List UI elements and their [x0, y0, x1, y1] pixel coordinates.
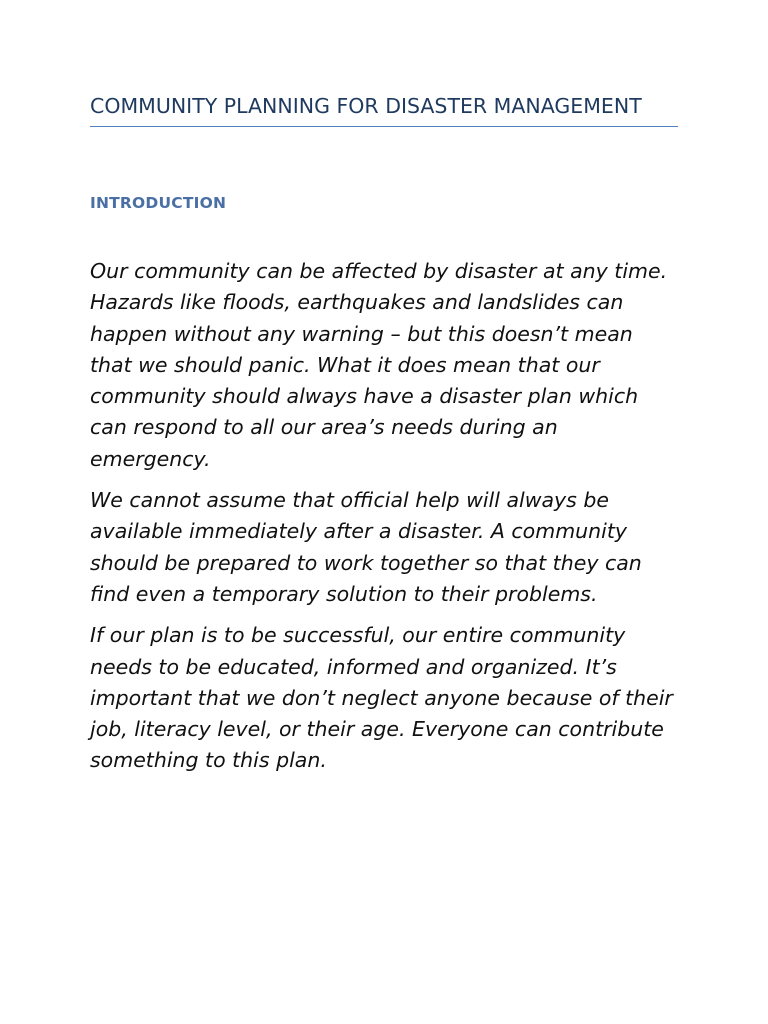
body-paragraph-2: We cannot assume that official help will always be available immediately after a disaster. A community should be prepared to work together so that they can find even a temporary solution to their problems.: [90, 488, 642, 606]
page-title: COMMUNITY PLANNING FOR DISASTER MANAGEMENT: [90, 92, 678, 127]
section-heading-introduction: INTRODUCTION: [90, 194, 227, 212]
body-paragraph-3: If our plan is to be successful, our entire community needs to be educated, informed and organized. It’s important that we don’t neglect anyone because of their job, literacy level, or their age. Everyone can contribute something to this plan.: [90, 623, 673, 773]
document-page: [90, 92, 678, 777]
body-paragraph-1: Our community can be affected by disaster at any time. Hazards like floods, earthquakes and landslides can happen without any warning – but this doesn’t mean that we should panic. What it does mean that our community should always have a disaster plan which can respond to all our area’s needs during an emergency.: [90, 259, 668, 471]
